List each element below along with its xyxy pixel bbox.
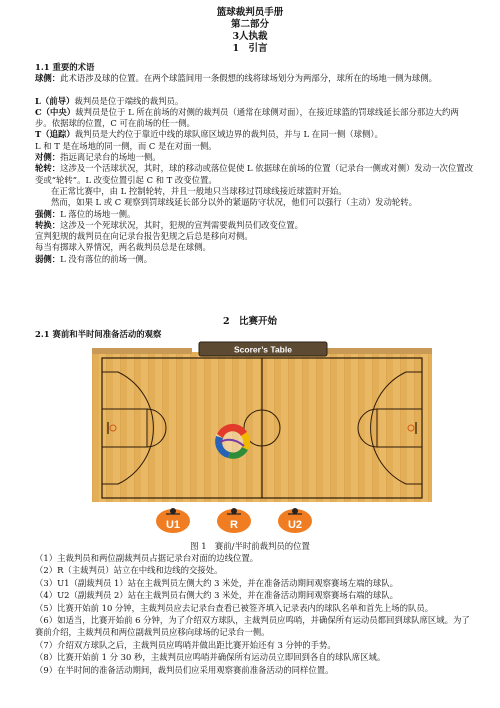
term-duice: 对侧：指远离记录台的场地一侧。 <box>35 152 161 163</box>
para-throwin: 每当有掷球入界情况，两名裁判员总是在球侧。 <box>35 242 211 253</box>
bench-right <box>324 348 432 354</box>
section-1-1-heading: 1.1 重要的术语 <box>35 62 95 72</box>
list-item: （4）U2（副裁判员 2）站在主裁判员右侧大约 3 米处，并在准备活动期间观察赛场右端的球队。 <box>35 590 398 601</box>
section-1-1 <box>35 62 475 265</box>
list-item: （5）比赛开始前 10 分钟，主裁判员应去记录台查看已被签齐填入记录表内的球队名单和首先上场的队员。 <box>35 602 434 613</box>
section-title: 1 引言 <box>232 43 268 54</box>
term-C: C（中央）裁判员是位于 L 所在前场的对侧的裁判员（通常在球侧对面），在接近球篮的罚球线延长部分那边大约两步。依据球的位置，C 可在前场的任一侧。 <box>35 106 459 129</box>
referee-u1-label: U1 <box>165 519 181 531</box>
referee-u2-label: U2 <box>287 519 303 531</box>
term-L: L（前导）裁判员是位于端线的裁判员。 <box>35 95 184 106</box>
referee-u2 <box>278 508 312 533</box>
para-normal: 在正常比赛中，由 L 控制轮转，并且一般地只当球移过罚球线接近球篮时开始。 <box>51 185 347 196</box>
scorers-table-label: Scorer’s Table <box>234 344 292 355</box>
court-diagram <box>92 338 432 538</box>
part-title: 第二部分 <box>230 19 269 30</box>
term-T: T（追踪）裁判员是大约位于靠近中线的球队席区域边界的裁判员，并与 L 在同一侧（球侧）。 <box>35 129 383 140</box>
procedure-list <box>35 552 475 676</box>
figure-caption: 图 1 赛前/半时前裁判员的位置 <box>190 541 310 551</box>
list-item: （1）主裁判员和两位副裁判员占据记录台对面的边线位置。 <box>35 553 259 563</box>
bench-left <box>92 348 192 354</box>
list-item: （9）在半时间的准备活动期间，裁判员们应采用观察赛前准备活动的同样位置。 <box>35 664 334 675</box>
referee-r <box>217 508 251 533</box>
para-however: 然而，如果 L 或 C 观察到罚球线延长部分以外的紧逼防守状况，他们可以强行（主动）发动轮转。 <box>51 197 417 208</box>
term-LT: L 和 T 是在场地的同一侧，而 C 是在对面一侧。 <box>35 140 217 151</box>
subtitle: 3人执裁 <box>232 31 268 42</box>
section-2-1-heading: 2.1 赛前和半时间准备活动的观察 <box>35 329 162 339</box>
term-lunzhuan: 轮转：这涉及一个活球状况，其时，球的移动或落位促使 L 依据球在前场的位置（记录台一侧或对侧）发动一次位置改变或“轮转”。L 改变位置引起 C 和 T 改变位置。 <box>35 163 474 185</box>
para-foul: 宣判犯规的裁判员在向记录台报告犯规之后总是移向对侧。 <box>35 231 253 242</box>
term-zhuanhuan: 转换：这涉及一个死球状况，其时，犯规的宣判需要裁判员们改变位置。 <box>35 219 303 230</box>
list-item: （7）介绍双方球队之后，主裁判员应鸣哨并做出距比赛开始还有 3 分钟的手势。 <box>35 639 336 650</box>
list-item: （2）R（主裁判员）站立在中线和边线的交接处。 <box>35 565 223 576</box>
referee-r-label: R <box>230 519 238 531</box>
term-qiuce: 球侧：此术语涉及球的位置。在两个球篮间用一条假想的线将球场划分为两部分，球所在的场地一侧为球侧。 <box>35 73 437 84</box>
term-ruoce: 弱侧：L 没有落位的前场一侧。 <box>35 253 153 264</box>
section-2-title: 2 比赛开始 <box>222 316 278 327</box>
list-item: （3）U1（副裁判员 1）站在主裁判员左侧大约 3 米处，并在准备活动期间观察赛场左端的球队。 <box>35 577 398 588</box>
term-qiangce: 强侧：L 落位的场地一侧。 <box>35 208 136 219</box>
doc-title: 篮球裁判员手册 <box>216 7 284 18</box>
list-item: （6）如适当，比赛开始前 6 分钟，为了介绍双方球队，主裁判员应鸣哨，并确保所有运动员都回到球队席区域。为了赛前介绍，主裁判员和两位副裁判员应移向球场的记录台一侧。 <box>35 615 470 638</box>
court-svg <box>92 338 432 538</box>
referee-u1 <box>156 508 190 533</box>
list-item: （8）比赛开始前 1 分 30 秒，主裁判员应鸣哨并确保所有运动员立即回到各自的球队席区域。 <box>35 652 386 663</box>
